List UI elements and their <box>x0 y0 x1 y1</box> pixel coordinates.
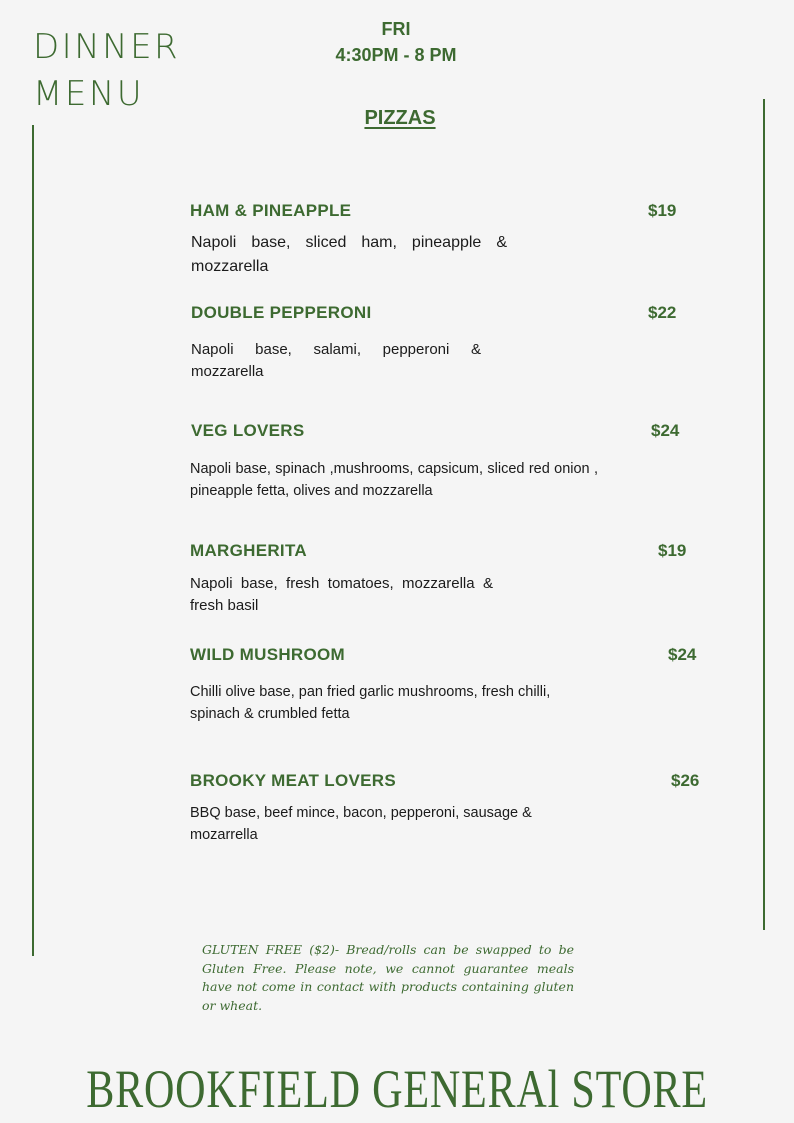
item-price: $19 <box>648 201 677 220</box>
item-price: $24 <box>651 421 680 440</box>
item-price: $22 <box>648 303 677 322</box>
item-name: DOUBLE PEPPERONI <box>191 303 372 322</box>
service-hours: 4:30PM - 8 PM <box>335 45 457 65</box>
menu-title-line2: MENU <box>33 74 145 114</box>
item-description: Napoli base, spinach ,mushrooms, capsicum, sliced red onion , pineapple fetta, olives and mozzarella <box>190 461 598 499</box>
item-description: Napoli base, fresh tomatoes, mozzarella & fresh basil <box>190 575 493 614</box>
item-name: WILD MUSHROOM <box>190 645 345 664</box>
item-price: $24 <box>668 645 697 664</box>
item-description: BBQ base, beef mince, bacon, pepperoni, sausage & mozarrella <box>190 805 532 843</box>
item-description: Napoli base, sliced ham, pineapple & mozzarella <box>191 234 507 275</box>
menu-title <box>33 24 180 118</box>
item-description: Napoli base, salami, pepperoni & mozzarella <box>191 341 481 380</box>
store-name: BROOKFIELD GENERAl STORE <box>86 1059 708 1119</box>
item-price: $26 <box>671 771 700 790</box>
item-description: Chilli olive base, pan fried garlic mushrooms, fresh chilli, spinach & crumbled fetta <box>190 684 551 722</box>
item-name: VEG LOVERS <box>191 421 305 440</box>
item-price: $19 <box>658 541 687 560</box>
service-day: FRI <box>381 19 411 39</box>
right-divider <box>763 99 765 930</box>
menu-title-line1: DINNER <box>33 27 181 67</box>
gluten-free-note: GLUTEN FREE ($2)- Bread/rolls can be swapped to be Gluten Free. Please note, we cannot guarantee meals have not come in contact with products containing gluten or wheat. <box>202 942 574 1013</box>
item-name: MARGHERITA <box>190 541 307 560</box>
item-name: BROOKY MEAT LOVERS <box>190 771 396 790</box>
left-divider <box>32 125 34 956</box>
section-heading-pizzas: PIZZAS <box>364 107 436 129</box>
item-name: HAM & PINEAPPLE <box>190 201 352 220</box>
